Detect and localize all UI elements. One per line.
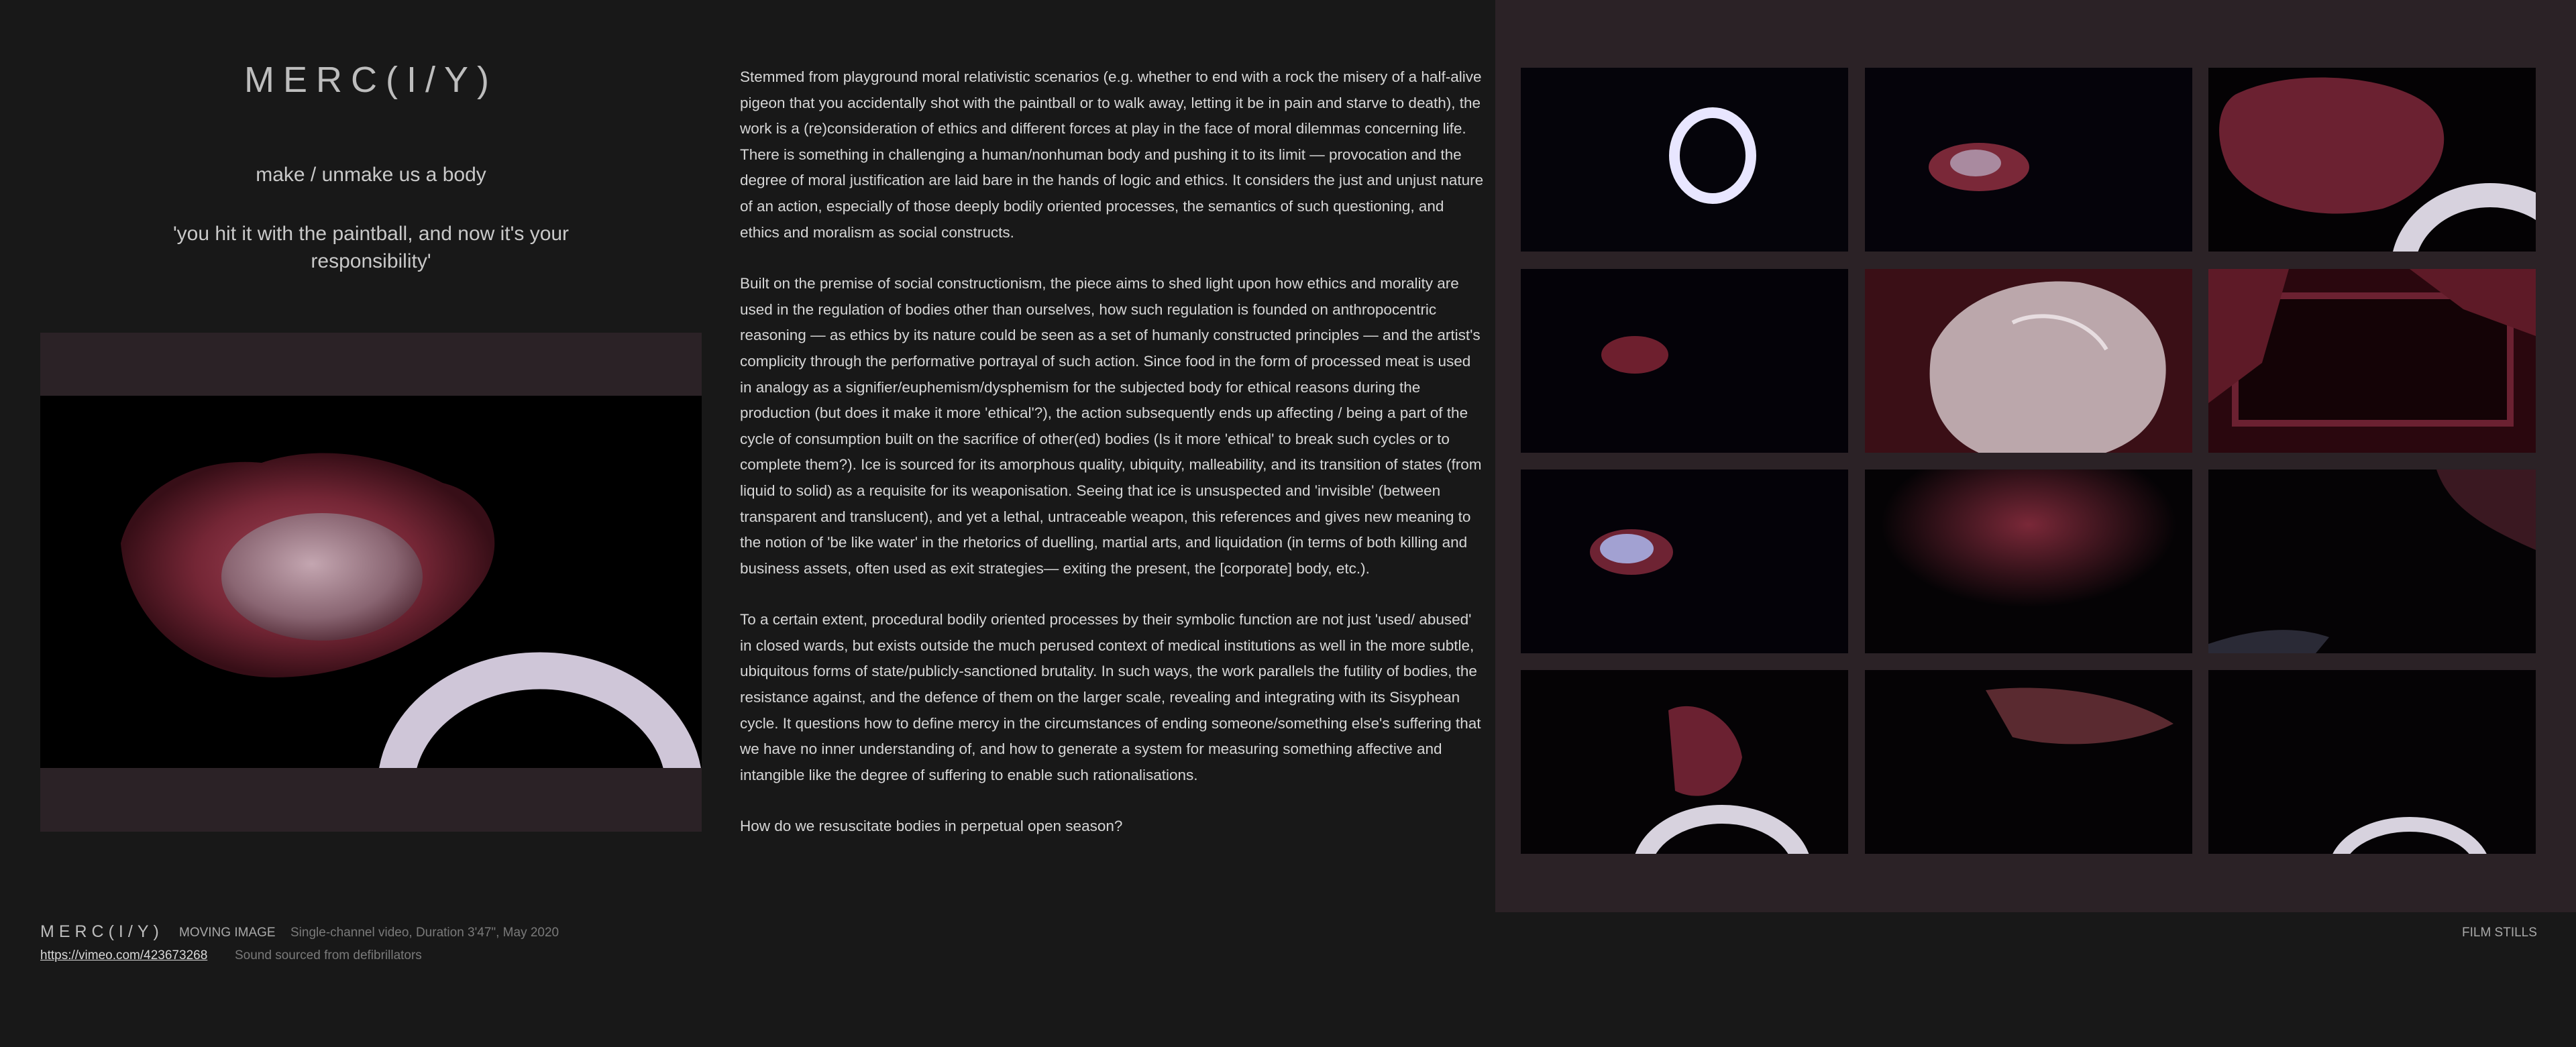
description-paragraph-2: Built on the premise of social constructionism, the piece aims to shed light upon how ethics and morality are used in the regulation of bodies other than ourselves, how such regulation is founded on anthropocentric reasoning — as ethics by its nature could be seen as a set of humanly constructed principles — and the artist's complicity through the performative portrayal of such action. Since food in the form of processed meat is used in analogy as a signifier/euphemism/dysphemism for the subjected body for ethical reasons during the production (but does it make it more 'ethical'?), the action subsequently ends up affecting / being a part of the cycle of consumption built on the sacrifice of other(ed) bodies (Is it more 'ethical' to break such cycles or to complete them?). Ice is sourced for its amorphous quality, ubiquity, malleability, and its transition of states (from liquid to solid) as a requisite for its weaponisation. Seeing that ice is unsuspected and 'invisible' (between transparent and translucent), and yet a lethal, untraceable weapon, this references and gives new meaning to the notion of 'be like water' in the rhetorics of duelling, martial arts, and liquidation (in terms of both killing and business assets, often used as exit strategies— exiting the present, the [corporate] body, etc.). (740, 275, 1482, 577)
description-paragraph-1: Stemmed from playground moral relativistic scenarios (e.g. whether to end with a rock the misery of a half-alive pigeon that you accidentally shot with the paintball or to walk away, letting it be in pain and starve to death), the work is a (re)consideration of ethics and different forces at play in the face of moral dilemmas concerning life. There is something in challenging a human/nonhuman body and pushing it to its limit — provocation and the degree of moral justification are laid bare in the hands of logic and ethics. It considers the just and unjust nature of an action, especially of those deeply bodily oriented processes, the semantics of such questioning, and ethics and moralism as social constructs. (740, 68, 1484, 241)
film-still-ring-light[interactable] (1521, 68, 1848, 252)
film-still-ring-bottom[interactable] (2208, 670, 2536, 854)
description-paragraph-4: How do we resuscitate bodies in perpetual open season? (740, 818, 1123, 835)
project-quote: 'you hit it with the paintball, and now it's your responsibility' (172, 223, 570, 272)
vimeo-link[interactable]: https://vimeo.com/423673268 (40, 948, 208, 962)
footer-category: MOVING IMAGE (179, 926, 276, 940)
film-still-hand-meat-ring[interactable] (1521, 670, 1848, 854)
film-still-tiny-meat[interactable] (1521, 269, 1848, 453)
main-still-image[interactable] (40, 396, 702, 768)
footer-sound-credit: Sound sourced from defibrillators (235, 948, 422, 962)
footer-meta: Single-channel video, Duration 3'47", May 2020 (290, 926, 559, 940)
film-still-red-texture[interactable] (1865, 470, 2192, 653)
film-still-meat-and-ring[interactable] (2208, 68, 2536, 252)
film-still-ice-block[interactable] (1865, 269, 2192, 453)
footer-title: MERC(I/Y) (40, 922, 164, 941)
film-still-meat-frame[interactable] (2208, 269, 2536, 453)
description-text (740, 64, 1486, 865)
film-still-small-ice[interactable] (1521, 470, 1848, 653)
film-still-dark-edge[interactable] (2208, 470, 2536, 653)
film-stills-panel (1495, 0, 2576, 912)
project-title: MERC(I/Y) (244, 60, 498, 100)
main-still-graphic (40, 396, 702, 768)
description-paragraph-3: To a certain extent, procedural bodily oriented processes by their symbolic function are not just 'used/ abused' in closed wards, but exists outside the much perused context of medical institutions as well in the more subtle, ubiquitous forms of state/publicly-sanctioned brutality. In such ways, the work parallels the futility of bodies, the resistance against, and the defence of them on the larger scale, revealing and integrating with its Sisyphean cycle. It questions how to define mercy in the circumstances of ending someone/something else's suffering that we have no inner understanding of, and how to generate a system for measuring something affective and intangible like the degree of suffering to enable such rationalisations. (740, 611, 1481, 783)
film-still-small-meat[interactable] (1865, 68, 2192, 252)
film-stills-label: FILM STILLS (2462, 926, 2537, 940)
film-still-hand-dark[interactable] (1865, 670, 2192, 854)
main-still-frame (40, 333, 702, 832)
project-subtitle: make / unmake us a body (256, 164, 486, 186)
